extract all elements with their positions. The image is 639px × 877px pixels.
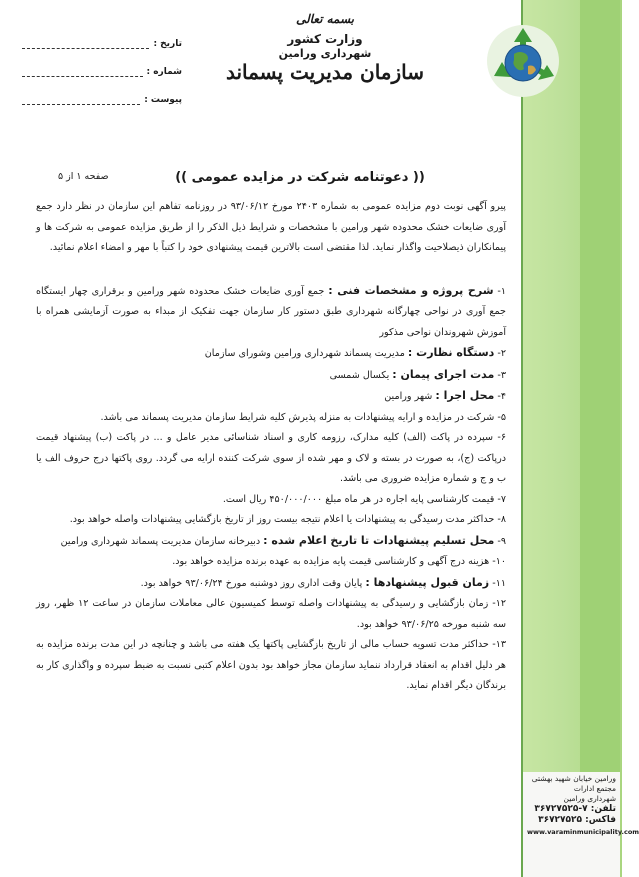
phone-number: تلفن: ۷-۳۶۷۲۷۵۲۵ (534, 804, 616, 814)
condition-item (36, 573, 506, 595)
condition-text: شرکت در مزایده و ارایه پیشنهادات به منزله پذیرش کلیه شرایط سازمان مدیریت پسماند می باشد. (100, 411, 495, 423)
condition-text: قیمت کارشناسی پایه اجاره در هر ماه مبلغ ۴۵۰/۰۰۰/۰۰۰ ریال است. (222, 493, 495, 505)
condition-heading: دستگاه نظارت : (407, 346, 495, 359)
document-title: (( دعوتنامه شرکت در مزایده عمومی )) (175, 170, 425, 185)
condition-text: یکسال شمسی (329, 369, 393, 381)
date-line (22, 40, 149, 49)
condition-number: ۱۳- (492, 639, 506, 650)
condition-heading: محل تسلیم پیشنهادات تا تاریخ اعلام شده : (263, 533, 495, 547)
contact-footer (521, 772, 639, 877)
date-field (22, 34, 182, 54)
condition-text: مدیریت پسماند شهرداری ورامین وشورای سازمان (204, 348, 408, 359)
condition-number: ۳- (497, 369, 506, 381)
condition-item (36, 386, 506, 408)
ministry-name: وزارت کشور (287, 32, 363, 46)
condition-item (36, 490, 506, 511)
recycling-globe-emblem-icon (486, 24, 560, 98)
condition-number: ۱۲- (492, 598, 506, 609)
condition-text: زمان بازگشایی و رسیدگی به پیشنهادات واصله توسط کمیسیون عالی معاملات سازمان در ساعت ۱۲ ظهر، روز سه شنبه مورخه ۹۳/۰۶/۲۵ خواهد بود. (36, 598, 506, 630)
condition-item (36, 510, 506, 531)
condition-text: حداکثر مدت تسویه حساب مالی از تاریخ بازگشایی پاکتها یک هفته می باشد و چنانچه در این مدت برنده مزایده به هر دلیل اقدام به انعقاد قرارداد ننماید سازمان مجاز خواهد بود بدون اعلام کتبی نسبت به ضبط سپرده و واگذاری کار به برندگان دیگر اقدام نماید. (36, 639, 506, 691)
organization-name: سازمان مدیریت پسماند (225, 60, 425, 84)
number-field (22, 62, 182, 82)
date-label: تاریخ : (153, 39, 182, 49)
condition-item (36, 531, 506, 553)
condition-item (36, 343, 506, 365)
conditions-list (36, 281, 506, 697)
condition-heading: شرح پروژه و مشخصات فنی : (328, 283, 494, 297)
condition-number: ۱۱- (492, 577, 506, 589)
condition-number: ۴- (497, 391, 506, 402)
condition-number: ۷- (497, 493, 506, 505)
bismillah: بسمه تعالی (295, 12, 355, 26)
number-label: شماره : (146, 67, 182, 77)
attachment-line (22, 96, 140, 105)
address-line-2: مجتمع ادارات (573, 784, 616, 793)
condition-number: ۸- (497, 514, 506, 525)
condition-text: سپرده در پاکت (الف) کلیه مدارک، رزومه کاری و اسناد شناسائی مدیر عامل و ... در پاکت (ب) پیشنهاد قیمت درپاکت (ج)، به صورت در بسته و لاک و مهر شده از سوی شرکت کننده ارایه می گردد. روی پاکتها درج حروف الف یا ب و ج و شماره مزایده ضروری می باشد. (36, 432, 506, 484)
number-line (22, 68, 143, 77)
address-line-3: شهرداری ورامین (563, 794, 616, 803)
condition-number: ۹- (497, 535, 506, 547)
condition-text: شهر ورامین (384, 391, 436, 402)
condition-number: ۱۰- (492, 556, 506, 567)
condition-item (36, 552, 506, 573)
intro-paragraph: پیرو آگهی نوبت دوم مزایده عمومی به شماره ۲۴۰۳ مورخ ۹۳/۰۶/۱۲ در روزنامه تفاهم این سازمان در نظر دارد جمع آوری ضایعات خشک محدوده شهر ورامین با مشخصات و شرایط ذیل الذکر را از طریق مزایده عمومی به شرکت ها و پیمانکاران ذیصلاحیت واگذار نماید. لذا مقتضی است بالاترین قیمت پیشنهادی خود را کتباً با مهر و امضاء اعلام نمائید. (36, 201, 506, 253)
green-side-strip-edge (580, 0, 620, 877)
condition-number: ۶- (497, 432, 506, 443)
attachment-label: پیوست : (144, 95, 182, 105)
condition-item (36, 594, 506, 635)
condition-item (36, 365, 506, 387)
condition-number: ۲- (497, 348, 506, 359)
letterhead (225, 12, 425, 84)
condition-text: دبیرخانه سازمان مدیریت پسماند شهرداری ورامین (60, 535, 264, 547)
condition-item (36, 428, 506, 490)
address-line-1: ورامین خیابان شهید بهشتی (531, 774, 616, 783)
condition-heading: زمان قبول پیشنهادها : (365, 575, 490, 589)
condition-text: حداکثر مدت رسیدگی به پیشنهادات یا اعلام نتیجه بیست روز از تاریخ بازگشایی پیشنهادات واصله خواهد بود. (69, 514, 495, 525)
condition-number: ۱- (497, 285, 506, 297)
fax-number: فاکس: ۳۶۷۲۷۵۲۵ (538, 815, 616, 825)
condition-text: جمع آوری ضایعات خشک محدوده شهر ورامین و برقراری چهار ایستگاه جمع آوری در نواحی چهارگانه شهرداری طبق دستور کار سازمان جهت تفکیک از مبداء به صورت آزمایشی همراه با آموزش شهروندان نواحی مذکور (36, 285, 506, 338)
condition-text: پایان وقت اداری روز دوشنبه مورخ ۹۳/۰۶/۲۴ خواهد بود. (140, 577, 366, 589)
condition-heading: مدت اجرای پیمان : (392, 367, 495, 381)
page-indicator: صفحه ۱ از ۵ (58, 171, 109, 182)
condition-text: هزینه درج آگهی و کارشناسی قیمت پایه مزایده به عهده برنده مزایده خواهد بود. (172, 556, 490, 567)
condition-item (36, 635, 506, 697)
condition-number: ۵- (497, 411, 506, 423)
document-body (36, 197, 506, 697)
condition-heading: محل اجرا : (435, 389, 495, 402)
condition-item (36, 408, 506, 429)
municipality-name: شهرداری ورامین (278, 47, 372, 60)
reference-fields (22, 34, 182, 118)
attachment-field (22, 90, 182, 110)
condition-item (36, 281, 506, 344)
website-url: www.varaminmunicipality.com (527, 828, 639, 836)
